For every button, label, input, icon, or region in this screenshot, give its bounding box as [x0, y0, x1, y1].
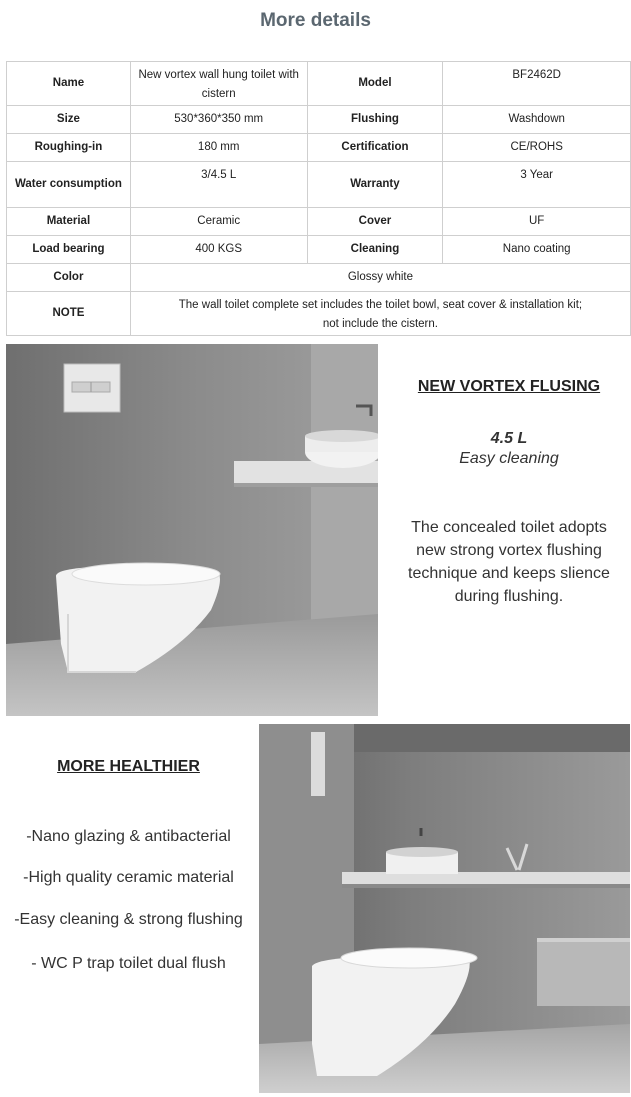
note-line-2: not include the cistern.	[322, 318, 438, 330]
spec-key-load: Load bearing	[7, 236, 131, 264]
healthier-section	[6, 758, 251, 973]
spec-key-name: Name	[7, 62, 131, 106]
vortex-heading: NEW VORTEX FLUSING	[417, 378, 601, 395]
spec-value-size: 530*360*350 mm	[130, 106, 307, 134]
table-row	[7, 264, 631, 292]
note-line-1: The wall toilet complete set includes the toilet bowl, seat cover & installation kit;	[178, 299, 583, 311]
table-row	[7, 292, 631, 336]
feature-item: -High quality ceramic material	[23, 869, 234, 886]
vortex-flushing-section	[387, 378, 631, 608]
spec-key-flushing: Flushing	[307, 106, 443, 134]
table-row	[7, 134, 631, 162]
healthier-heading: MORE HEALTHIER	[57, 758, 200, 775]
spec-value-material: Ceramic	[130, 208, 307, 236]
spec-value-certification: CE/ROHS	[443, 134, 631, 162]
feature-item: - WC P trap toilet dual flush	[31, 955, 226, 972]
spec-key-material: Material	[7, 208, 131, 236]
feature-item: -Nano glazing & antibacterial	[26, 828, 231, 845]
spec-value-color: Glossy white	[130, 264, 630, 292]
page-title: More details	[260, 10, 371, 31]
table-row	[7, 162, 631, 208]
spec-key-note: NOTE	[7, 292, 131, 336]
table-row	[7, 106, 631, 134]
toilet-scene-illustration	[6, 344, 378, 716]
table-row	[7, 62, 631, 106]
spec-value-cleaning: Nano coating	[443, 236, 631, 264]
table-row	[7, 236, 631, 264]
spec-value-cover: UF	[443, 208, 631, 236]
vortex-description: The concealed toilet adopts new strong vortex flushing technique and keeps slience during flushing.	[408, 519, 610, 605]
spec-key-certification: Certification	[307, 134, 443, 162]
product-photo-bathroom-2	[259, 724, 630, 1093]
spec-value-name: New vortex wall hung toilet with cistern	[130, 62, 307, 106]
spec-key-size: Size	[7, 106, 131, 134]
volume-label: 4.5 L	[490, 430, 528, 447]
spec-key-cover: Cover	[307, 208, 443, 236]
spec-value-model: BF2462D	[443, 62, 631, 106]
specs-table	[6, 61, 631, 336]
spec-key-cleaning: Cleaning	[307, 236, 443, 264]
easy-cleaning-label: Easy cleaning	[459, 450, 559, 467]
spec-value-note	[130, 292, 630, 336]
spec-value-water: 3/4.5 L	[130, 162, 307, 208]
toilet-scene-illustration	[259, 724, 630, 1093]
spec-key-roughing: Roughing-in	[7, 134, 131, 162]
spec-key-color: Color	[7, 264, 131, 292]
spec-value-flushing: Washdown	[443, 106, 631, 134]
feature-item: -Easy cleaning & strong flushing	[14, 911, 243, 928]
spec-key-model: Model	[307, 62, 443, 106]
spec-key-water: Water consumption	[7, 162, 131, 208]
spec-key-warranty: Warranty	[307, 162, 443, 208]
spec-value-warranty: 3 Year	[443, 162, 631, 208]
table-row	[7, 208, 631, 236]
spec-value-load: 400 KGS	[130, 236, 307, 264]
product-photo-bathroom	[6, 344, 378, 716]
spec-value-roughing: 180 mm	[130, 134, 307, 162]
